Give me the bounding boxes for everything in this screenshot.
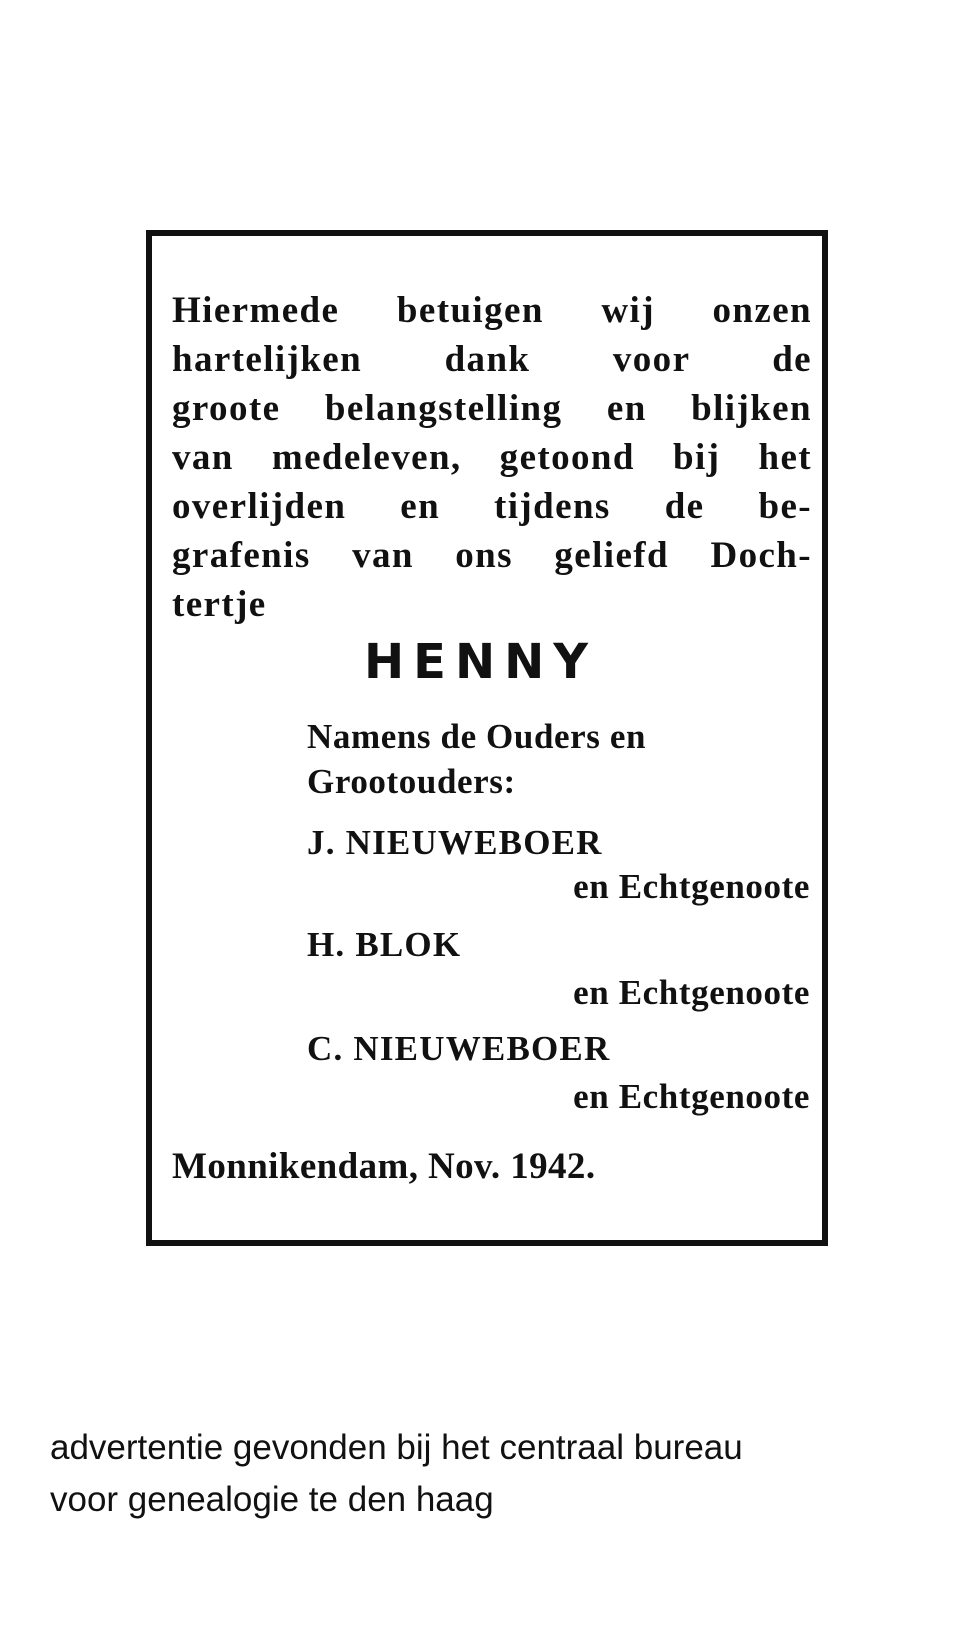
- advertisement-frame: [146, 230, 828, 1246]
- signer-name: C. NIEUWEBOER: [307, 1029, 611, 1068]
- body-line: hartelijken dank voor de: [172, 339, 812, 380]
- signer-suffix: en Echtgenoote: [573, 867, 810, 906]
- signer-name: H. BLOK: [307, 925, 462, 964]
- caption-line: advertentie gevonden bij het centraal bureau: [50, 1428, 743, 1467]
- body-line: Hiermede betuigen wij onzen: [172, 290, 812, 331]
- place-and-date: Monnikendam, Nov. 1942.: [172, 1146, 596, 1187]
- body-line: groote belangstelling en blijken: [172, 388, 812, 429]
- on-behalf-line: Grootouders:: [307, 762, 516, 801]
- deceased-name-heading: HENNY: [364, 634, 598, 690]
- body-line: tertje: [172, 584, 267, 625]
- on-behalf-line: Namens de Ouders en: [307, 717, 647, 756]
- signer-name: J. NIEUWEBOER: [307, 823, 603, 862]
- signer-suffix: en Echtgenoote: [573, 973, 810, 1012]
- body-line: van medeleven, getoond bij het: [172, 437, 812, 478]
- body-line: grafenis van ons geliefd Doch-: [172, 535, 812, 576]
- signer-suffix: en Echtgenoote: [573, 1077, 810, 1116]
- advertisement-body-text: [172, 286, 812, 629]
- source-caption: [50, 1422, 743, 1526]
- body-line: overlijden en tijdens de be-: [172, 486, 812, 527]
- on-behalf-text: [307, 714, 646, 804]
- caption-line: voor genealogie te den haag: [50, 1480, 494, 1519]
